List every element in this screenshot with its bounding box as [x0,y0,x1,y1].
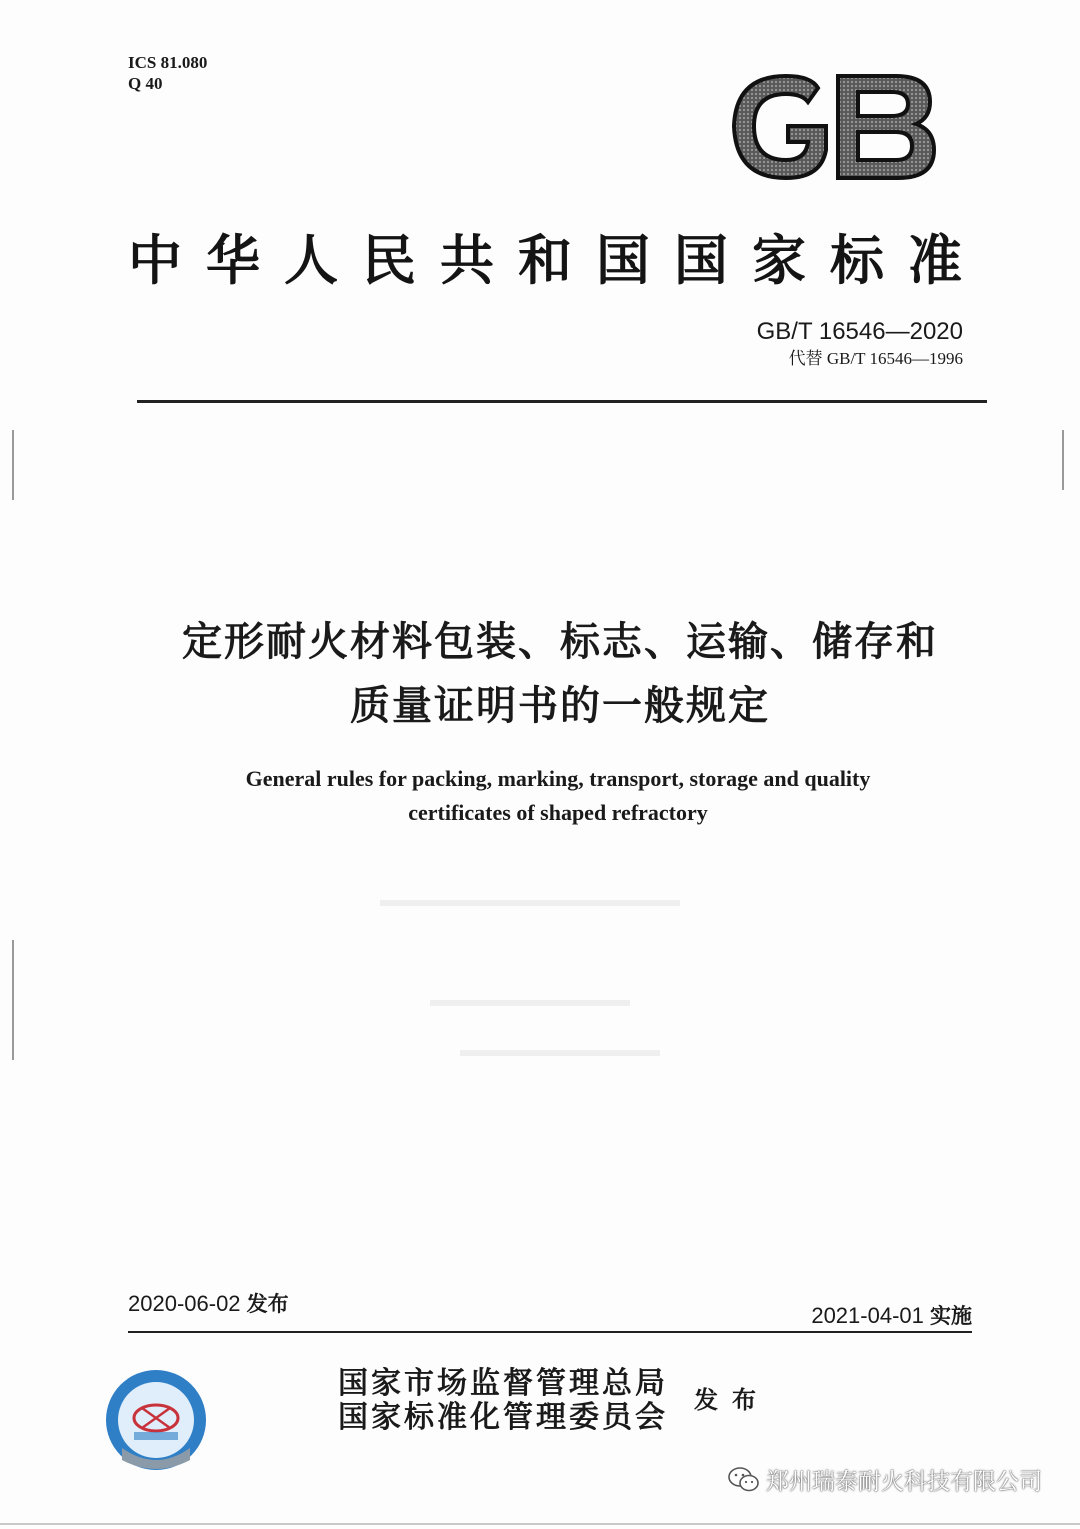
publisher-sac: 国家标准化管理委员会 [338,1400,668,1435]
english-title-line2: certificates of shaped refractory [408,800,708,825]
issue-label: 发布 [246,1292,289,1316]
ics-code: ICS 81.080 [128,53,208,72]
implement-date-value: 2021-04-01 [811,1303,924,1328]
english-title-line1: General rules for packing, marking, transport, storage and quality [245,766,871,791]
scan-edge-left-lower [12,940,14,1060]
publisher-samr: 国家市场监督管理总局 [338,1366,668,1401]
chinese-title-line2: 质量证明书的一般规定 [350,683,770,729]
footer-divider [128,1331,972,1333]
wechat-icon [728,1466,760,1494]
national-standard-title: 中华人民共和国国家标准 [128,229,986,292]
standard-number: GB/T 16546—2020 [756,318,963,345]
issue-date-value: 2020-06-02 [128,1291,241,1316]
chinese-title-line1: 定形耐火材料包装、标志、运输、储存和 [182,619,938,665]
replaced-standard: 代替 GB/T 16546—1996 [788,349,963,368]
issue-date [128,1288,289,1318]
header-divider [137,400,987,403]
classification-codes [128,52,207,94]
anti-counterfeit-seal-icon [104,1368,208,1472]
gb-logo-icon [726,68,938,186]
implement-label: 实施 [930,1304,972,1328]
watermark-text: 郑州瑞泰耐火科技有限公司 [766,1469,1042,1495]
scan-edge-bottom [0,1523,1080,1525]
implement-date [811,1300,972,1330]
bleed-through-mark [460,1050,660,1056]
bleed-through-mark [430,1000,630,1006]
bleed-through-mark [380,900,680,906]
wechat-watermark [728,1463,1042,1496]
scan-edge-left [12,430,14,500]
scan-edge-right [1062,430,1064,490]
publish-label: 发布 [694,1386,770,1414]
ccs-code: Q 40 [128,74,163,93]
